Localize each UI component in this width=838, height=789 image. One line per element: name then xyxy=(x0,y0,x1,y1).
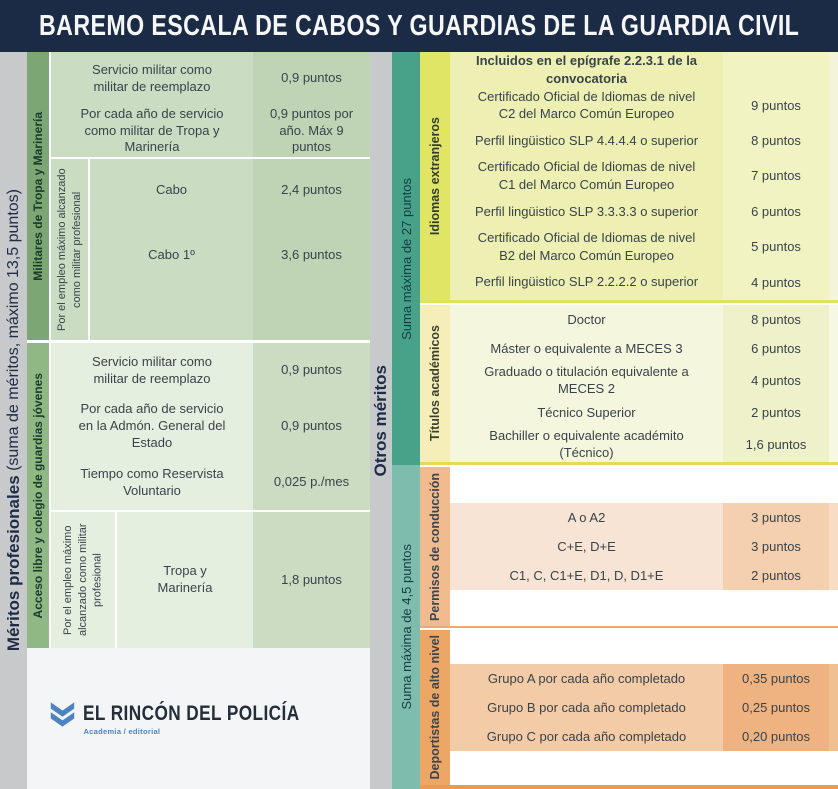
edge-strip xyxy=(829,52,838,87)
militares-strip-label: Militares de Tropa y Marinería xyxy=(31,111,45,281)
row-label: Certificado Oficial de Idiomas de nivel C2 del Marco Común Europeo xyxy=(450,87,723,122)
sum-45-strip xyxy=(392,465,420,789)
brand-logo xyxy=(49,702,347,736)
row-label: Perfil lingüistico SLP 4.4.4.4 o superior xyxy=(450,123,723,158)
titulos-strip-label: Títulos académicos xyxy=(428,325,442,442)
row-label: Perfil lingüistico SLP 3.3.3.3 o superior xyxy=(450,194,723,229)
row-value: 1,6 puntos xyxy=(723,427,829,462)
row-value: 3 puntos xyxy=(723,503,829,532)
edge-strip xyxy=(829,363,838,398)
logo-area xyxy=(27,648,370,789)
table-row xyxy=(450,334,838,363)
table-row xyxy=(450,722,838,751)
row-value: 6 puntos xyxy=(723,334,829,363)
row-value: 2,4 puntos xyxy=(253,159,370,221)
deportistas-strip-label: Deportistas de alto nivel xyxy=(428,635,442,780)
table-row xyxy=(51,455,370,510)
row-label: C+E, D+E xyxy=(450,532,723,561)
row-label: Servicio militar como militar de reemplazo xyxy=(51,343,253,398)
row-label: Certificado Oficial de Idiomas de nivel B2 del Marco Común Europeo xyxy=(450,229,723,264)
row-value: 0,9 puntos xyxy=(253,52,370,105)
permisos-strip-label: Permisos de conducción xyxy=(428,472,442,621)
title-bar xyxy=(0,0,838,52)
table-row xyxy=(51,105,370,157)
table-row xyxy=(450,363,838,398)
idiomas-strip xyxy=(420,52,450,300)
edge-strip xyxy=(829,398,838,427)
table-row xyxy=(450,503,838,532)
row-value: 0,025 p./mes xyxy=(253,455,370,510)
titulos-strip xyxy=(420,305,450,462)
table-row xyxy=(450,158,838,193)
row-label: C1, C, C1+E, D1, D, D1+E xyxy=(450,561,723,590)
table-row xyxy=(450,532,838,561)
table-row xyxy=(51,343,370,398)
table-row xyxy=(450,123,838,158)
row-label: Perfil lingüistico SLP 2.2.2.2 o superior xyxy=(450,265,723,300)
idiomas-strip-label: Idiomas extranjeros xyxy=(428,116,442,236)
section-militares-tropa xyxy=(27,52,370,340)
edge-strip xyxy=(829,503,838,532)
edge-strip xyxy=(829,229,838,264)
sum-27-label: Suma máxima de 27 puntos xyxy=(398,177,414,340)
section-permisos xyxy=(420,467,838,628)
axis-label-bold: Méritos profesionales xyxy=(3,475,23,652)
table-row xyxy=(117,512,370,648)
edge-strip xyxy=(829,532,838,561)
row-label: Cabo xyxy=(90,159,253,221)
edge-strip xyxy=(829,305,838,334)
edge-strip xyxy=(829,722,838,751)
table-row xyxy=(450,398,838,427)
row-label: Tropa y Marinería xyxy=(117,512,253,648)
edge-strip xyxy=(829,265,838,300)
sum-27-strip xyxy=(392,52,420,465)
table-row xyxy=(450,52,838,87)
table-row xyxy=(450,693,838,722)
table-row xyxy=(450,561,838,590)
edge-strip xyxy=(829,561,838,590)
meritos-profesionales-table xyxy=(27,52,370,789)
section-deportistas xyxy=(420,630,838,789)
table-row xyxy=(450,229,838,264)
row-label: Bachiller o equivalente académito (Técnico) xyxy=(450,427,723,462)
deportistas-strip xyxy=(420,630,450,785)
permisos-strip xyxy=(420,467,450,626)
sum-column xyxy=(392,52,420,789)
edge-strip xyxy=(829,123,838,158)
sum-45-label: Suma máxima de 4,5 puntos xyxy=(398,544,414,710)
row-value: 4 puntos xyxy=(723,265,829,300)
table-row xyxy=(450,87,838,122)
row-label: Certificado Oficial de Idiomas de nivel C1 del Marco Común Europeo xyxy=(450,158,723,193)
empleo-maximo-strip xyxy=(51,159,90,340)
row-value: 0,9 puntos por año. Máx 9 puntos xyxy=(253,105,370,157)
brand-tagline: Academia / editorial xyxy=(83,726,161,736)
table-row xyxy=(51,398,370,455)
row-value: 0,9 puntos xyxy=(253,343,370,398)
otros-meritos-label: Otros méritos xyxy=(371,364,390,477)
otros-meritos-table xyxy=(420,52,838,789)
row-label: Máster o equivalente a MECES 3 xyxy=(450,334,723,363)
row-value: 3,6 puntos xyxy=(253,221,370,340)
table-row xyxy=(51,52,370,105)
table-row xyxy=(90,159,370,221)
row-value: 6 puntos xyxy=(723,194,829,229)
axis-label-rest: (suma de méritos, máximo 13,5 puntos) xyxy=(4,189,22,476)
row-label: Servicio militar como militar de reemplazo xyxy=(51,52,253,105)
row-value: 0,25 puntos xyxy=(723,693,829,722)
table-row xyxy=(450,194,838,229)
row-value: 0,35 puntos xyxy=(723,664,829,693)
table-row xyxy=(450,427,838,462)
table-row xyxy=(450,664,838,693)
row-value: 2 puntos xyxy=(723,398,829,427)
row-value: 8 puntos xyxy=(723,305,829,334)
brand-name: EL RINCÓN DEL POLICÍA xyxy=(83,701,301,725)
edge-strip xyxy=(829,158,838,193)
row-value: 8 puntos xyxy=(723,123,829,158)
table-row xyxy=(450,265,838,300)
row-value: 7 puntos xyxy=(723,158,829,193)
edge-strip xyxy=(829,87,838,122)
row-label: Por cada año de servicio como militar de Tropa y Marinería xyxy=(51,105,253,157)
row-value: 0,9 puntos xyxy=(253,398,370,455)
row-value: 4 puntos xyxy=(723,363,829,398)
empleo-maximo-strip-label: Por el empleo máximo alcanzado como militar profesional xyxy=(55,168,83,331)
section-idiomas xyxy=(420,52,838,303)
section-acceso-libre xyxy=(27,343,370,648)
edge-strip xyxy=(829,427,838,462)
row-value: 2 puntos xyxy=(723,561,829,590)
double-chevron-down-icon xyxy=(49,702,76,730)
row-value: 1,8 puntos xyxy=(253,512,370,648)
table-row xyxy=(90,221,370,340)
row-value xyxy=(723,52,829,87)
row-label: A o A2 xyxy=(450,503,723,532)
edge-strip xyxy=(829,334,838,363)
empleo-maximo-strip xyxy=(51,512,117,648)
subsection-empleo-maximo xyxy=(51,512,370,648)
row-value: 9 puntos xyxy=(723,87,829,122)
militares-strip xyxy=(27,52,51,340)
row-value: 3 puntos xyxy=(723,532,829,561)
empleo-maximo-strip-label: Por el empleo máximo alcanzado como militar profesional xyxy=(61,523,104,637)
row-label: Grupo A por cada año completado xyxy=(450,664,723,693)
section-titulos xyxy=(420,305,838,465)
row-label: Grupo B por cada año completado xyxy=(450,693,723,722)
subsection-empleo-maximo xyxy=(51,159,370,340)
otros-meritos-axis xyxy=(370,52,392,789)
row-label: Técnico Superior xyxy=(450,398,723,427)
row-label: Doctor xyxy=(450,305,723,334)
edge-strip xyxy=(829,194,838,229)
row-label: Grupo C por cada año completado xyxy=(450,722,723,751)
row-label: Cabo 1º xyxy=(90,221,253,340)
section-note: Incluidos en el epígrafe 2.2.3.1 de la convocatoria xyxy=(450,52,723,87)
edge-strip xyxy=(829,664,838,693)
row-value: 5 puntos xyxy=(723,229,829,264)
acceso-libre-strip-label: Acceso libre y colegio de guardias jóvenes xyxy=(31,372,45,619)
row-label: Graduado o titulación equivalente a MECES 2 xyxy=(450,363,723,398)
edge-strip xyxy=(829,693,838,722)
row-label: Por cada año de servicio en la Admón. General del Estado xyxy=(51,398,253,455)
row-value: 0,20 puntos xyxy=(723,722,829,751)
meritos-profesionales-axis xyxy=(0,52,27,789)
page-title: BAREMO ESCALA DE CABOS Y GUARDIAS DE LA GUARDIA CIVIL xyxy=(38,9,800,42)
row-label: Tiempo como Reservista Voluntario xyxy=(51,455,253,510)
table-row xyxy=(450,305,838,334)
acceso-libre-strip xyxy=(27,343,51,648)
